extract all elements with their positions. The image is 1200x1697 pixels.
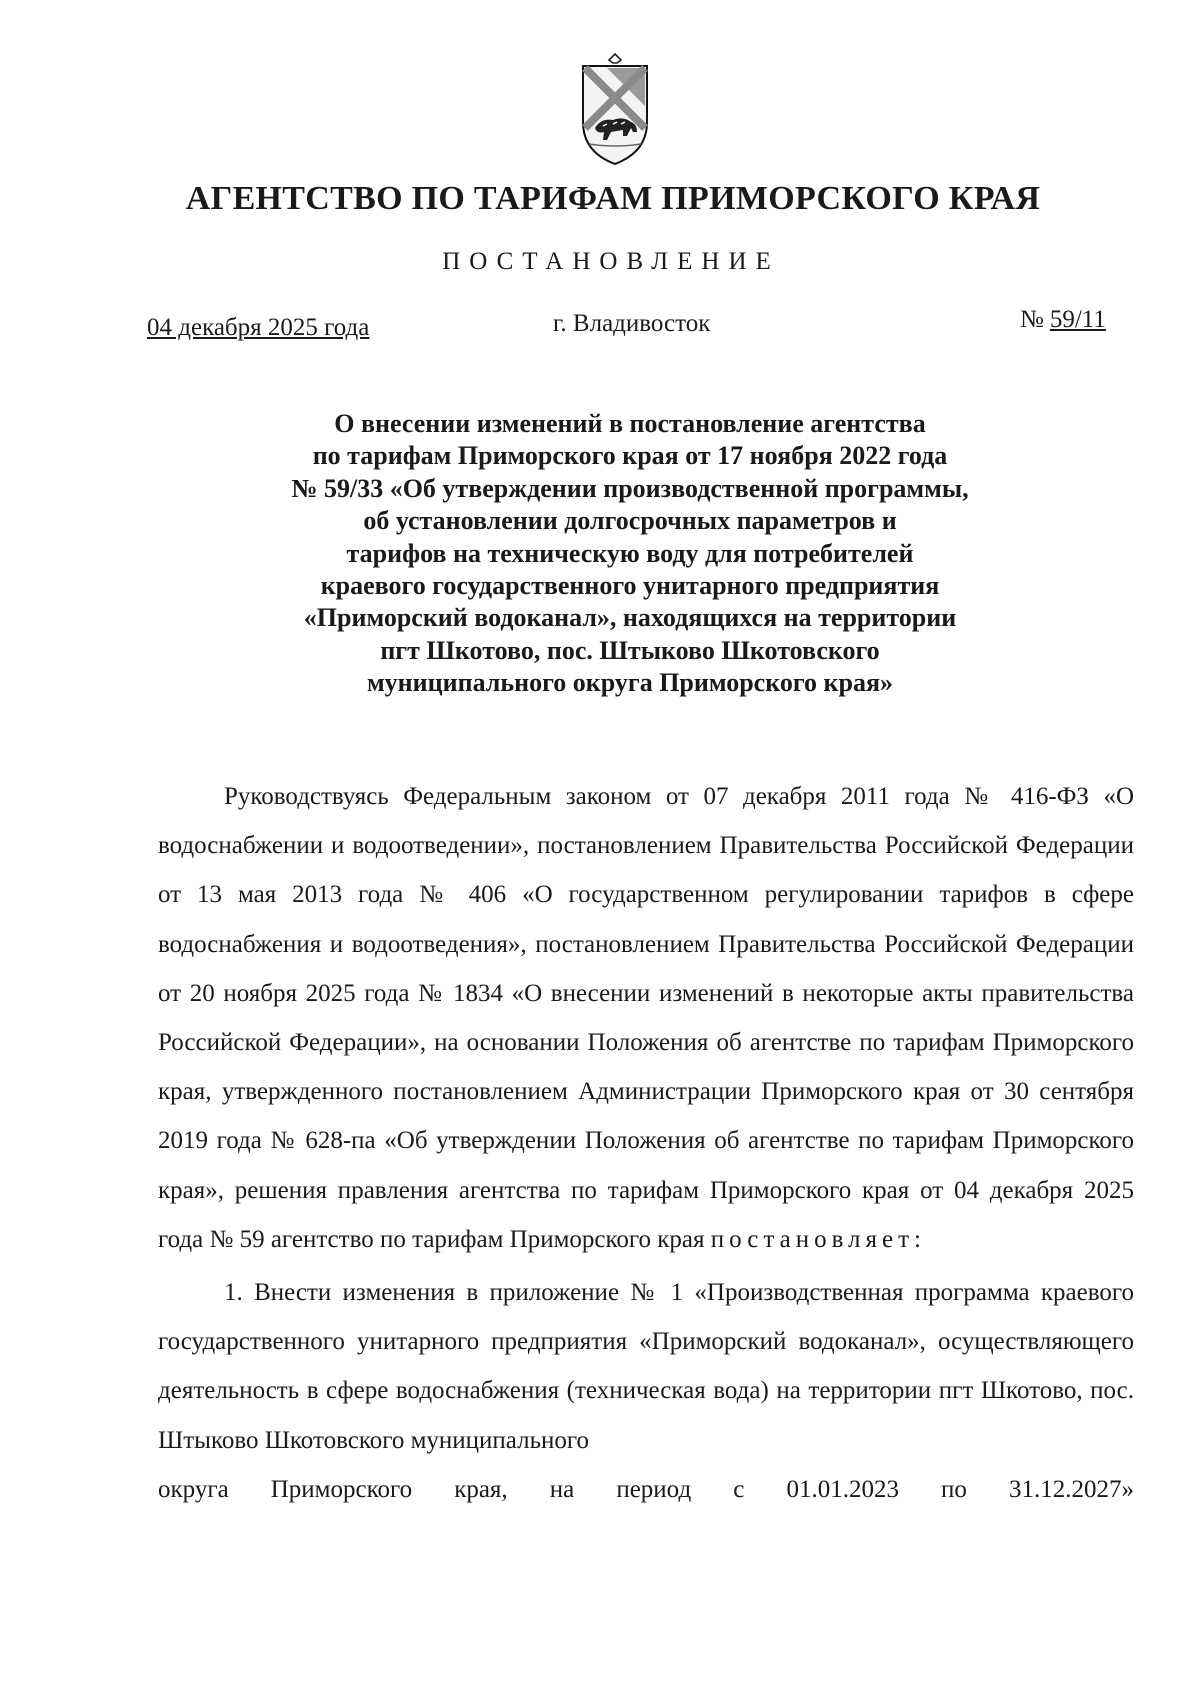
title-line: об установлении долгосрочных параметров и — [363, 506, 897, 536]
title-line: пгт Шкотово, пос. Штыково Шкотовского — [380, 635, 880, 665]
preamble-paragraph — [158, 772, 1134, 1264]
item-1-text: 1. Внести изменения в приложение № 1 «Производственная программа краевого государственного унитарного предприятия «Приморский водоканал», осуществляющего деятельность в сфере водоснабжения (техническая вода) на территории пгт Шкотово, пос. Штыково Шкотовского муниципального — [158, 1279, 1134, 1454]
document-title — [210, 408, 1050, 700]
title-line: «Приморский водоканал», находящихся на территории — [303, 603, 957, 633]
document-date: 04 декабря 2025 года — [147, 314, 370, 341]
item-1-tail-line: округа Приморского края, на период с 01.01.2023 по 31.12.2027» — [158, 1475, 1134, 1503]
resolves-word: постановляет: — [710, 1225, 926, 1253]
document-city: г. Владивосток — [553, 310, 711, 337]
coat-of-arms-emblem — [577, 52, 653, 172]
document-type: ПОСТАНОВЛЕНИЕ — [442, 248, 780, 275]
document-number — [1020, 306, 1106, 334]
number-prefix: № — [1020, 306, 1044, 333]
title-line: № 59/33 «Об утверждении производственной программы, — [291, 473, 969, 503]
title-line: муниципального округа Приморского края» — [366, 668, 894, 698]
preamble-text: Руководствуясь Федеральным законом от 07 декабря 2011 года № 416-ФЗ «О водоснабжении и водоотведении», постановлением Правительства Российской Федерации от 13 мая 2013 года № 406 «О государственном регулировании тарифов в сфере водоснабжения и водоотведения», постановлением Правительства Российской Федерации от 20 ноября 2025 года № 1834 «О внесении изменений в некоторые акты правительства Российской Федерации», на основании Положения об агентстве по тарифам Приморского края, утвержденного постановлением Администрации Приморского края от 30 сентября 2019 года № 628-па «Об утверждении Положения об агентстве по тарифам Приморского края», решения правления агентства по тарифам Приморского края от 04 декабря 2025 года № 59 агентство по тарифам Приморского края — [158, 783, 1134, 1253]
title-line: О внесении изменений в постановление агентства — [334, 409, 926, 438]
title-line: по тарифам Приморского края от 17 ноября 2022 года — [312, 441, 948, 471]
title-line: краевого государственного унитарного предприятия — [320, 571, 940, 601]
agency-name: АГЕНТСТВО ПО ТАРИФАМ ПРИМОРСКОГО КРАЯ — [185, 180, 1041, 217]
document-body — [158, 772, 1134, 1514]
title-line: тарифов на техническую воду для потребителей — [346, 538, 914, 568]
number-value: 59/11 — [1049, 306, 1106, 333]
item-1-paragraph — [158, 1268, 1134, 1465]
